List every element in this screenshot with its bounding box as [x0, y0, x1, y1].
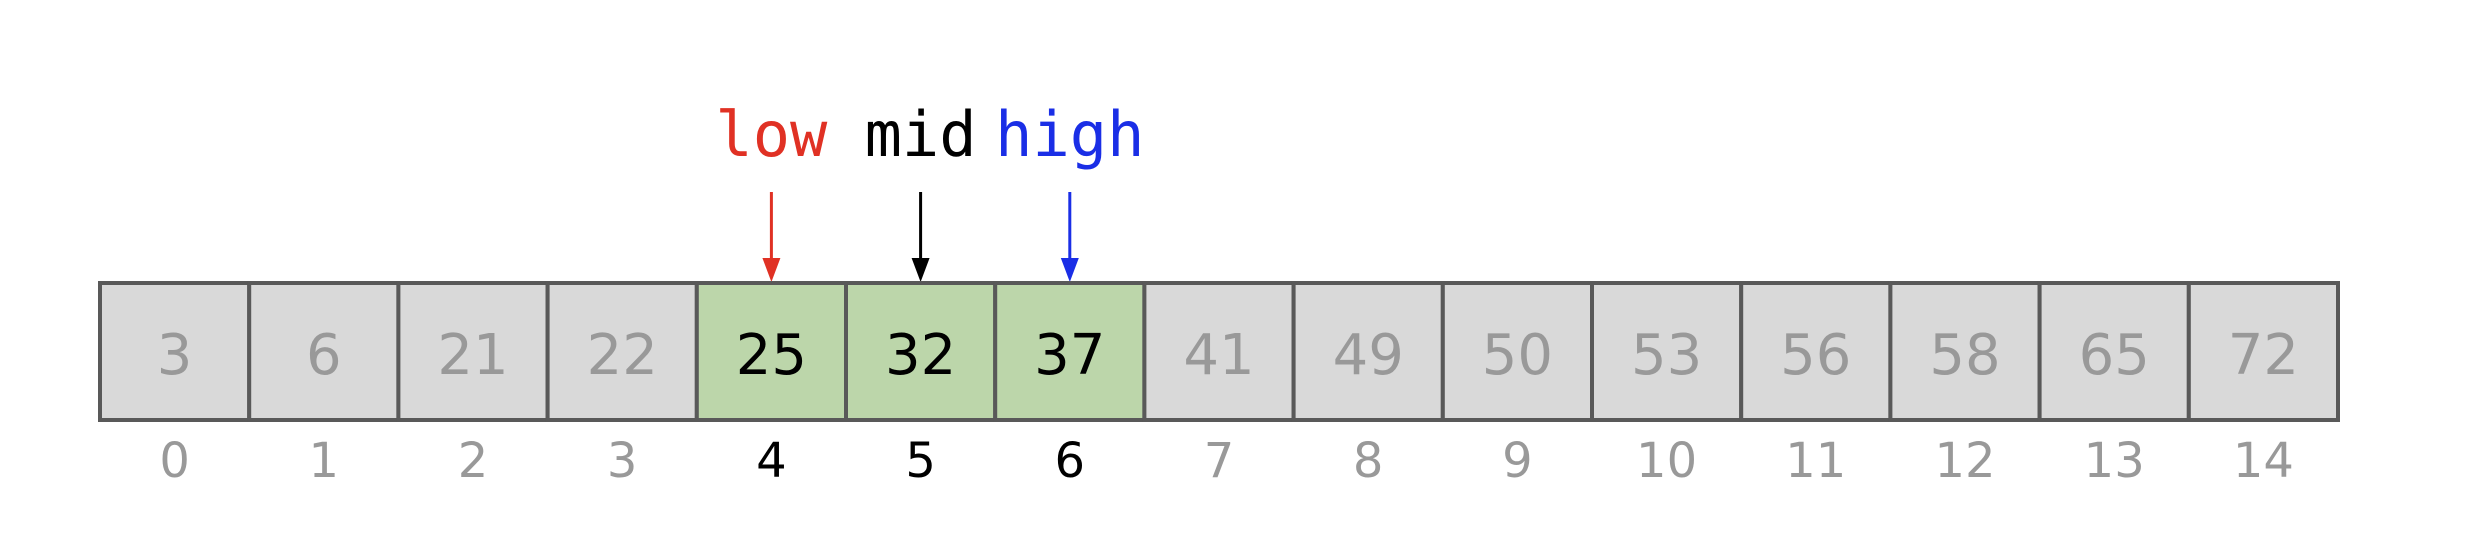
cell-index: 0	[159, 433, 190, 489]
cell-index: 1	[308, 433, 340, 489]
array-cell	[1144, 283, 1293, 420]
array-cell	[2189, 283, 2338, 420]
cell-index: 2	[457, 433, 489, 489]
array-cell	[697, 283, 846, 420]
pointer-low	[715, 98, 828, 282]
cell-value: 72	[2227, 323, 2300, 388]
cell-value: 58	[1929, 323, 2001, 388]
cell-value: 21	[437, 323, 509, 388]
array-cell	[1592, 283, 1741, 420]
array-cells	[100, 283, 2338, 420]
cell-value: 32	[884, 323, 957, 388]
pointer-arrow-head	[1061, 258, 1079, 282]
array-cell	[100, 283, 249, 420]
cell-index: 5	[905, 433, 936, 489]
cell-index: 9	[1502, 433, 1533, 489]
array-cell	[398, 283, 547, 420]
cell-value: 41	[1183, 323, 1255, 388]
cell-index: 14	[2232, 433, 2294, 489]
cell-value: 56	[1780, 323, 1852, 388]
pointer-arrow-head	[762, 258, 780, 282]
cell-index: 11	[1785, 433, 1847, 489]
cell-value: 53	[1630, 323, 1703, 388]
cell-index: 4	[756, 433, 787, 489]
array-cell	[1443, 283, 1592, 420]
pointer-mid	[865, 98, 977, 282]
cell-index: 7	[1203, 433, 1235, 489]
pointer-label: low	[715, 98, 828, 171]
pointer-label: high	[995, 98, 1145, 171]
array-cell	[1890, 283, 2039, 420]
array-cell	[1741, 283, 1890, 420]
array-indices	[159, 433, 2294, 489]
cell-value: 6	[305, 323, 342, 388]
cell-value: 3	[156, 323, 193, 388]
array-cell	[995, 283, 1144, 420]
pointer-high	[995, 98, 1144, 282]
pointer-arrow-head	[912, 258, 930, 282]
cell-value: 65	[2078, 323, 2150, 388]
cell-index: 6	[1054, 433, 1086, 489]
cell-value: 37	[1034, 323, 1106, 388]
cell-value: 22	[586, 323, 658, 388]
pointer-label: mid	[864, 98, 977, 171]
array-cell	[1294, 283, 1443, 420]
array-cell	[846, 283, 995, 420]
cell-index: 8	[1352, 433, 1384, 489]
cell-value: 25	[735, 323, 808, 388]
cell-index: 12	[1934, 433, 1996, 489]
cell-index: 10	[1636, 433, 1698, 489]
array-cell	[249, 283, 398, 420]
cell-index: 13	[2083, 433, 2145, 489]
cell-value: 50	[1481, 323, 1554, 388]
array-cell	[2040, 283, 2189, 420]
pointer-group	[715, 98, 1144, 282]
cell-value: 49	[1332, 323, 1404, 388]
cell-index: 3	[606, 433, 638, 489]
array-cell	[548, 283, 697, 420]
